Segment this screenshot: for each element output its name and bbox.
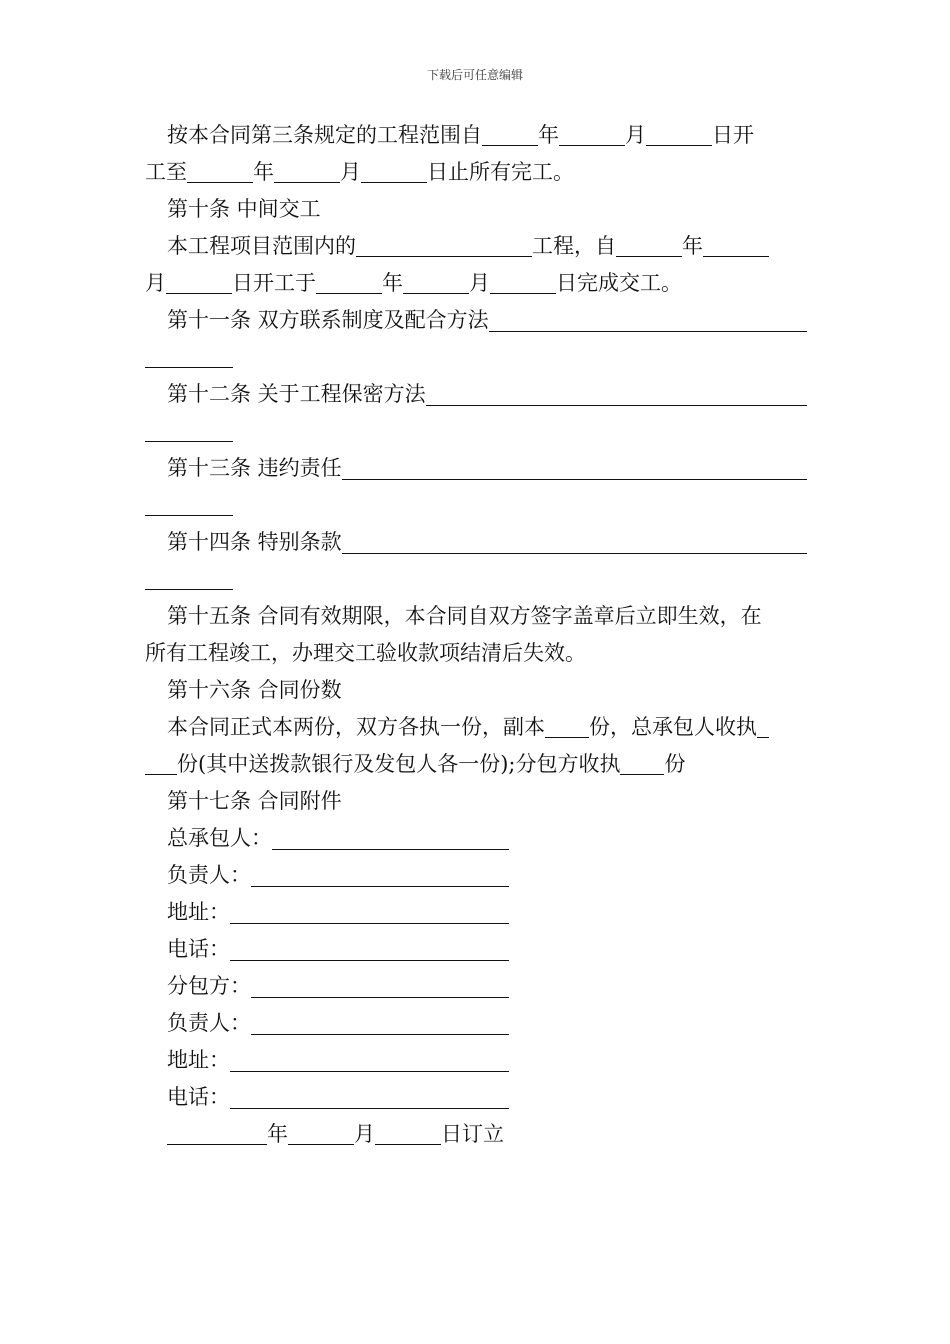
blank[interactable]	[620, 749, 664, 775]
blank[interactable]	[375, 1119, 441, 1145]
blank[interactable]	[145, 749, 177, 775]
article-11-cont	[145, 339, 807, 376]
blank[interactable]	[616, 231, 682, 257]
page-header: 下载后可任意编辑	[426, 68, 523, 82]
blank[interactable]	[403, 268, 469, 294]
blank[interactable]	[342, 528, 807, 554]
blank[interactable]	[545, 712, 589, 738]
article-15: 第十五条 合同有效期限，本合同自双方签字盖章后立即生效，在	[167, 604, 762, 628]
blank[interactable]	[361, 157, 427, 183]
blank[interactable]	[489, 306, 807, 332]
article-12-cont	[145, 413, 807, 450]
article-16-body-cont: 份(其中送拨款银行及发包人各一份);分包方收执 份	[145, 746, 807, 783]
article-14-cont	[145, 561, 807, 598]
signing-date: 年 月 日订立	[145, 1116, 807, 1153]
blank[interactable]	[703, 231, 769, 257]
contractor-address-field: 地址：	[145, 894, 509, 931]
article-13-cont	[145, 487, 807, 524]
contractor-field: 总承包人：	[145, 820, 509, 857]
blank[interactable]	[251, 1009, 509, 1035]
start-date-clause-cont: 工至 年 月 日止所有完工。	[145, 154, 807, 191]
blank[interactable]	[167, 1119, 267, 1145]
article-10-body-cont: 月 日开工于 年 月 日完成交工。	[145, 265, 807, 302]
blank[interactable]	[230, 1046, 509, 1072]
article-14: 第十四条 特别条款	[145, 524, 807, 561]
article-16-title: 第十六条 合同份数	[167, 678, 342, 702]
contractor-person-field: 负责人：	[145, 857, 509, 894]
blank[interactable]	[646, 120, 712, 146]
article-10-title: 第十条 中间交工	[167, 197, 321, 221]
blank[interactable]	[251, 972, 509, 998]
blank[interactable]	[426, 380, 807, 406]
blank[interactable]	[166, 268, 232, 294]
article-17-title: 第十七条 合同附件	[167, 789, 342, 813]
blank[interactable]	[288, 1119, 354, 1145]
article-10-body: 本工程项目范围内的 工程，自 年	[145, 228, 807, 265]
blank[interactable]	[230, 935, 509, 961]
blank[interactable]	[272, 824, 509, 850]
article-16-body: 本合同正式本两份，双方各执一份，副本 份，总承包人收执	[145, 709, 807, 746]
contractor-phone-field: 电话：	[145, 931, 509, 968]
document-body	[145, 117, 807, 1153]
blank[interactable]	[342, 454, 807, 480]
blank[interactable]	[187, 157, 253, 183]
blank[interactable]	[356, 231, 532, 257]
blank[interactable]	[482, 120, 538, 146]
article-12: 第十二条 关于工程保密方法	[145, 376, 807, 413]
blank[interactable]	[145, 416, 233, 442]
subcontractor-field: 分包方：	[145, 968, 509, 1005]
blank[interactable]	[757, 712, 769, 738]
subcontractor-phone-field: 电话：	[145, 1079, 509, 1116]
blank[interactable]	[490, 268, 556, 294]
blank[interactable]	[145, 490, 233, 516]
subcontractor-address-field: 地址：	[145, 1042, 509, 1079]
blank[interactable]	[230, 898, 509, 924]
blank[interactable]	[230, 1083, 509, 1109]
blank[interactable]	[316, 268, 382, 294]
article-15-cont: 所有工程竣工，办理交工验收款项结清后失效。	[145, 641, 586, 665]
start-date-clause: 按本合同第三条规定的工程范围自 年 月 日开	[145, 117, 807, 154]
blank[interactable]	[145, 564, 233, 590]
blank[interactable]	[274, 157, 340, 183]
blank[interactable]	[145, 342, 233, 368]
blank[interactable]	[251, 861, 509, 887]
blank[interactable]	[559, 120, 625, 146]
article-13: 第十三条 违约责任	[145, 450, 807, 487]
article-11: 第十一条 双方联系制度及配合方法	[145, 302, 807, 339]
subcontractor-person-field: 负责人：	[145, 1005, 509, 1042]
